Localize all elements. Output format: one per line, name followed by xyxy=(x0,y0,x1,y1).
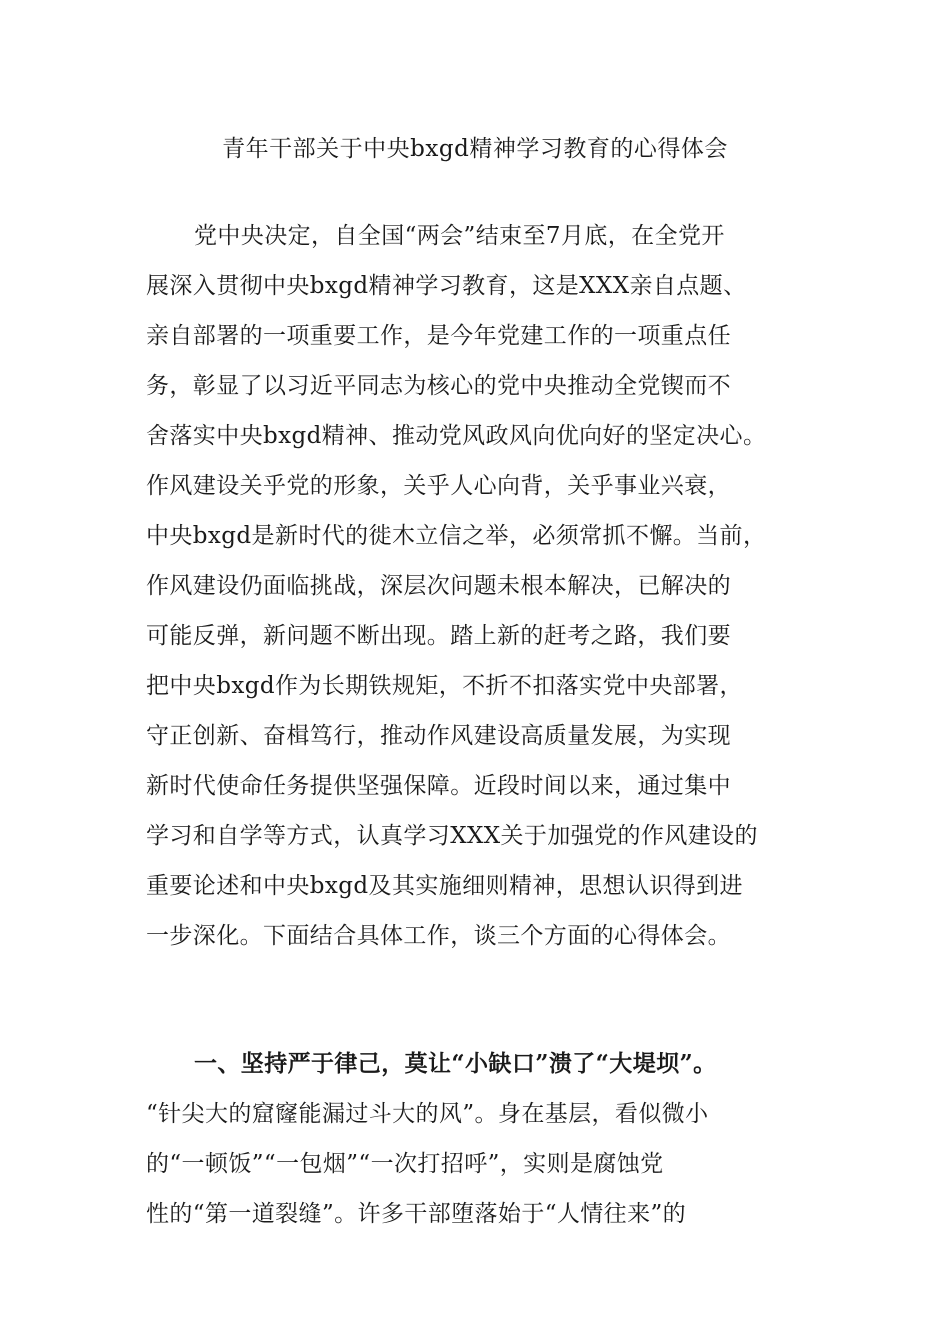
text-line: 务，彰显了以习近平同志为核心的党中央推动全党锲而不 xyxy=(146,373,731,399)
text-line: 可能反弹，新问题不断出现。踏上新的赶考之路，我们要 xyxy=(146,623,731,649)
paragraph-intro xyxy=(146,211,826,961)
text-line: 守正创新、奋楫笃行，推动作风建设高质量发展，为实现 xyxy=(146,723,731,749)
text-line: 展深入贯彻中央bxgd精神学习教育，这是XXX亲自点题、 xyxy=(146,273,747,299)
text-line: 新时代使命任务提供坚强保障。近段时间以来，通过集中 xyxy=(146,773,731,799)
text-line: 作风建设关乎党的形象，关乎人心向背，关乎事业兴衰， xyxy=(146,473,731,499)
text-line: 一步深化。下面结合具体工作，谈三个方面的心得体会。 xyxy=(146,923,731,949)
paragraph-section1 xyxy=(146,1089,826,1239)
section-heading-text: 一、坚持严于律己，莫让“小缺口”溃了“大堤坝”。 xyxy=(194,1050,717,1077)
section-heading xyxy=(146,1039,826,1089)
text-line: 学习和自学等方式，认真学习XXX关于加强党的作风建设的 xyxy=(146,823,758,849)
text-line: 把中央bxgd作为长期铁规矩，不折不扣落实党中央部署， xyxy=(146,673,743,699)
text-line: 亲自部署的一项重要工作，是今年党建工作的一项重点任 xyxy=(146,323,731,349)
document-title: 青年干部关于中央bxgd精神学习教育的心得体会 xyxy=(222,136,728,162)
text-line: 重要论述和中央bxgd及其实施细则精神，思想认识得到进 xyxy=(146,873,743,899)
text-line: “针尖大的窟窿能漏过斗大的风”。身在基层，看似微小 xyxy=(146,1101,709,1127)
text-line: 作风建设仍面临挑战，深层次问题未根本解决，已解决的 xyxy=(146,573,731,599)
text-line: 党中央决定，自全国“两会”结束至7月底，在全党开 xyxy=(194,223,725,249)
text-line: 中央bxgd是新时代的徙木立信之举，必须常抓不懈。当前， xyxy=(146,523,767,549)
text-line: 的“一顿饭”“一包烟”“一次打招呼”，实则是腐蚀党 xyxy=(146,1151,664,1177)
text-line: 舍落实中央bxgd精神、推动党风政风向优向好的坚定决心。 xyxy=(146,423,767,449)
text-line: 性的“第一道裂缝”。许多干部堕落始于“人情往来”的 xyxy=(146,1201,687,1227)
